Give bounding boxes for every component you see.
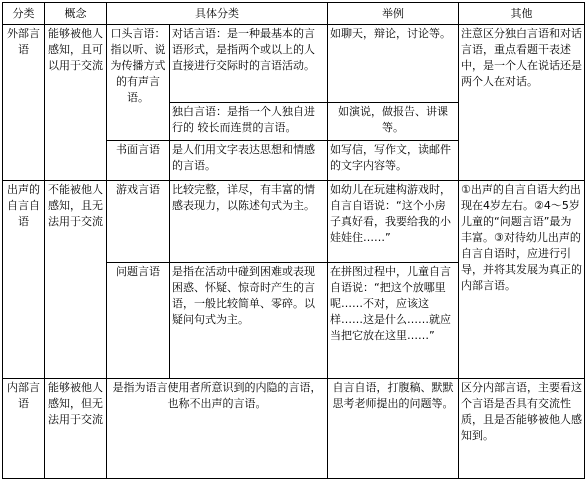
example-game: 如幼儿在玩建构游戏时，自言自语说：“这个小房子真好看，我要给我的小娃娃住……” [328, 181, 459, 263]
header-concept: 概念 [45, 3, 107, 25]
subtype-oral: 口头言语：指以听、说为传播方式的有声言语。 [107, 25, 170, 141]
language-classification-table [2, 2, 585, 479]
example-internal: 自言自语，打腹稿、默默思考老师提出的问题等。 [328, 379, 459, 479]
concept-internal: 能够被他人感知，但无法用于交流 [45, 379, 107, 479]
header-row [3, 3, 585, 25]
category-external: 外部言语 [3, 25, 45, 181]
other-external: 注意区分独白言语和对话言语，重点看题干表述中，是一个人在说话还是两个人在对话。 [459, 25, 585, 181]
header-subtype: 具体分类 [107, 3, 328, 25]
example-problem: 在拼图过程中，儿童自言自语说：“把这个放哪里呢……不对，应该这样……这是什么……就应当把它放在这里……” [328, 263, 459, 379]
example-written: 如写信，写作文，读邮件的文字内容等。 [328, 141, 459, 181]
example-dialogue: 如聊天，辩论，讨论等。 [328, 25, 459, 103]
desc-written: 是人们用文字表达思想和情感的言语。 [170, 141, 328, 181]
subtype-problem: 问题言语 [107, 263, 170, 379]
other-internal: 区分内部言语，主要看这个言语是否具有交流性质，且是否能够被他人感知到。 [459, 379, 585, 479]
concept-vocal-egocentric: 不能被他人感知，且无法用于交流 [45, 181, 107, 379]
header-other: 其他 [459, 3, 585, 25]
concept-external: 能够被他人感知，且可以用于交流 [45, 25, 107, 181]
table-row [3, 379, 585, 479]
desc-problem: 是指在活动中碰到困难或表现困惑、怀疑、惊奇时产生的言语，一般比较简单、零碎。以疑问句式为主。 [170, 263, 328, 379]
category-vocal-egocentric: 出声的自言自语 [3, 181, 45, 379]
desc-dialogue: 对话言语：是一种最基本的言语形式，是指两个或以上的人直接进行交际时的言语活动。 [170, 25, 328, 103]
other-vocal-egocentric: ①出声的自言自语大约出现在4岁左右。②4～5岁儿童的“问题言语”最为丰富。③对待幼儿出声的自言自语时，应进行引导，并将其发展为真正的内部言语。 [459, 181, 585, 379]
subtype-game: 游戏言语 [107, 181, 170, 263]
subtype-written: 书面言语 [107, 141, 170, 181]
header-example: 举例 [328, 3, 459, 25]
category-internal: 内部言语 [3, 379, 45, 479]
desc-game: 比较完整，详尽，有丰富的情感表现力，以陈述句式为主。 [170, 181, 328, 263]
table-row [3, 181, 585, 263]
header-category: 分类 [3, 3, 45, 25]
table-row [3, 25, 585, 103]
example-monologue: 如演说，做报告、讲课等。 [328, 103, 459, 141]
desc-internal: 是指为语言使用者所意识到的内隐的言语，也称不出声的言语。 [107, 379, 328, 479]
desc-monologue: 独白言语：是指一个人独自进行的 较长而连贯的言语。 [170, 103, 328, 141]
